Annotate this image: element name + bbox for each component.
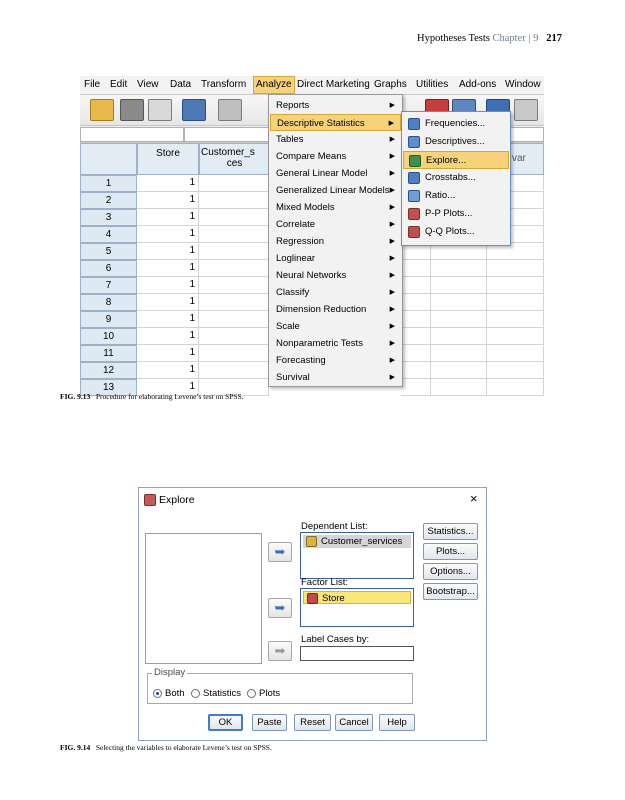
open-folder-icon[interactable] — [90, 99, 114, 121]
submenu-item-explore[interactable] — [403, 151, 509, 169]
cell-store[interactable]: 1 — [137, 243, 199, 260]
menu-item-general-linear-model-label: General Linear Model — [276, 168, 368, 179]
help-button[interactable]: Help — [379, 714, 415, 731]
submenu-arrow-icon: ▶ — [389, 238, 395, 245]
figure-label-9-14: FIG. 9.14 — [60, 743, 91, 752]
table-cell[interactable] — [431, 379, 487, 396]
table-cell[interactable] — [199, 345, 269, 362]
menu-data[interactable]: Data — [170, 79, 192, 90]
move-to-label-cases-button[interactable] — [268, 641, 292, 661]
column-header-customer-line2: ces — [226, 158, 243, 169]
menu-item-generalized-linear-models-label: Generalized Linear Models — [276, 185, 390, 196]
grid-corner — [80, 143, 137, 175]
submenu-arrow-icon: ▶ — [389, 323, 395, 330]
radio-statistics-label: Statistics — [203, 688, 242, 699]
row-header[interactable]: 8 — [80, 294, 137, 311]
dependent-list-item-label: Customer_services — [321, 536, 403, 547]
submenu-item-crosstabs[interactable] — [403, 169, 509, 187]
ratio-icon — [408, 190, 420, 202]
radio-plots-label: Plots — [259, 688, 281, 699]
table-cell[interactable] — [487, 362, 544, 379]
menu-item-nonparametric-tests[interactable] — [270, 335, 401, 352]
menu-item-compare-means-label: Compare Means — [276, 151, 347, 162]
cell-reference-field[interactable] — [80, 127, 184, 142]
row-header[interactable]: 11 — [80, 345, 137, 362]
menu-item-classify-label: Classify — [276, 287, 310, 298]
figure-caption-9-14 — [60, 743, 272, 752]
cell-store[interactable]: 1 — [137, 226, 199, 243]
row-header[interactable]: 1 — [80, 175, 137, 192]
submenu-arrow-icon: ▶ — [389, 102, 395, 109]
menu-item-neural-networks-label: Neural Networks — [276, 270, 347, 281]
spss-dialog-icon — [144, 494, 156, 506]
submenu-arrow-icon: ▶ — [389, 340, 395, 347]
table-cell[interactable] — [199, 277, 269, 294]
table-cell[interactable] — [487, 328, 544, 345]
submenu-arrow-icon: ▶ — [389, 306, 395, 313]
move-to-factor-button[interactable] — [268, 598, 292, 618]
menu-item-dimension-reduction-label: Dimension Reduction — [276, 304, 367, 315]
menu-item-regression[interactable] — [270, 233, 401, 250]
submenu-arrow-icon: ▶ — [389, 289, 395, 296]
radio-statistics[interactable] — [191, 689, 200, 698]
factor-list-label: Factor List: — [301, 577, 348, 588]
submenu-item-crosstabs-label: Crosstabs... — [425, 172, 476, 183]
menu-item-compare-means[interactable] — [270, 148, 401, 165]
table-cell[interactable] — [431, 362, 487, 379]
nominal-variable-icon — [307, 593, 318, 604]
cell-store[interactable]: 1 — [137, 311, 199, 328]
table-cell[interactable] — [199, 243, 269, 260]
dependent-list-label: Dependent List: — [301, 521, 368, 532]
submenu-arrow-icon: ▶ — [389, 153, 395, 160]
menu-direct-marketing[interactable]: Direct Marketing — [297, 79, 370, 90]
submenu-arrow-icon: ▶ — [389, 374, 395, 381]
table-cell[interactable] — [487, 277, 544, 294]
table-cell[interactable] — [431, 328, 487, 345]
radio-both-label: Both — [165, 688, 185, 699]
descriptive-statistics-submenu — [401, 111, 511, 246]
table-cell[interactable] — [431, 311, 487, 328]
row-header[interactable]: 5 — [80, 243, 137, 260]
table-cell[interactable] — [431, 294, 487, 311]
submenu-item-qq-plots-label: Q-Q Plots... — [425, 226, 475, 237]
cell-store[interactable]: 1 — [137, 192, 199, 209]
menu-item-regression-label: Regression — [276, 236, 325, 247]
ok-button[interactable]: OK — [208, 714, 243, 731]
menu-item-correlate[interactable] — [270, 216, 401, 233]
menu-item-mixed-models[interactable] — [270, 199, 401, 216]
column-header-store[interactable]: Store — [137, 143, 199, 175]
row-header[interactable]: 6 — [80, 260, 137, 277]
column-header-customer[interactable] — [199, 143, 269, 175]
menu-item-scale-label: Scale — [276, 321, 300, 332]
save-icon[interactable] — [120, 99, 144, 121]
menu-addons[interactable]: Add-ons — [459, 79, 497, 90]
menu-item-forecasting-label: Forecasting — [276, 355, 326, 366]
menu-item-loglinear-label: Loglinear — [276, 253, 316, 264]
menu-item-neural-networks[interactable] — [270, 267, 401, 284]
submenu-arrow-icon: ▶ — [389, 187, 395, 194]
scale-icon[interactable] — [514, 99, 538, 121]
running-head-title: Hypotheses Tests — [417, 33, 490, 44]
row-header[interactable]: 2 — [80, 192, 137, 209]
table-cell[interactable] — [199, 226, 269, 243]
table-cell[interactable] — [199, 192, 269, 209]
submenu-item-descriptives-label: Descriptives... — [425, 136, 485, 147]
menu-item-reports[interactable] — [270, 97, 401, 114]
factor-list-item-label: Store — [322, 593, 345, 604]
radio-both[interactable] — [153, 689, 162, 698]
figure-text-9-13: Procedure for elaborating Levene’s test on SPSS. — [95, 392, 244, 401]
row-header[interactable]: 3 — [80, 209, 137, 226]
display-legend: Display — [154, 667, 186, 678]
table-cell[interactable] — [487, 294, 544, 311]
paste-button[interactable]: Paste — [252, 714, 287, 731]
analyze-menu — [268, 94, 403, 387]
menu-item-general-linear-model[interactable] — [270, 165, 401, 182]
submenu-item-ratio-label: Ratio... — [425, 190, 456, 201]
running-head — [0, 33, 562, 44]
menu-item-generalized-linear-models[interactable] — [270, 182, 401, 199]
table-cell[interactable] — [431, 260, 487, 277]
close-icon[interactable]: × — [470, 491, 478, 506]
running-head-separator: | — [528, 33, 531, 44]
cell-store[interactable]: 1 — [137, 175, 199, 192]
menu-analyze[interactable]: Analyze — [253, 76, 295, 94]
submenu-item-frequencies-label: Frequencies... — [425, 118, 486, 129]
spss-data-editor-screenshot — [80, 76, 544, 393]
table-cell[interactable] — [401, 277, 431, 294]
cell-store[interactable]: 1 — [137, 260, 199, 277]
cell-store[interactable]: 1 — [137, 277, 199, 294]
bootstrap-button[interactable]: Bootstrap... — [423, 583, 478, 600]
table-cell[interactable] — [401, 294, 431, 311]
menu-graphs[interactable]: Graphs — [374, 79, 407, 90]
table-cell[interactable] — [487, 379, 544, 396]
plots-button[interactable]: Plots... — [423, 543, 478, 560]
table-cell[interactable] — [199, 362, 269, 379]
submenu-arrow-icon: ▶ — [389, 255, 395, 262]
table-cell[interactable] — [199, 311, 269, 328]
cell-store[interactable]: 1 — [137, 328, 199, 345]
options-button[interactable]: Options... — [423, 563, 478, 580]
table-cell[interactable] — [199, 294, 269, 311]
menu-file[interactable]: File — [84, 79, 101, 90]
dialog-recall-icon[interactable] — [182, 99, 206, 121]
undo-icon[interactable] — [218, 99, 242, 121]
submenu-item-frequencies[interactable] — [403, 115, 509, 133]
submenu-arrow-icon: ▶ — [389, 357, 395, 364]
row-header[interactable]: 9 — [80, 311, 137, 328]
table-cell[interactable] — [199, 175, 269, 192]
table-cell[interactable] — [199, 260, 269, 277]
table-cell[interactable] — [431, 345, 487, 362]
submenu-arrow-icon: ▶ — [389, 204, 395, 211]
table-cell[interactable] — [199, 328, 269, 345]
submenu-arrow-icon: ▶ — [389, 221, 395, 228]
cancel-button[interactable]: Cancel — [335, 714, 373, 731]
table-cell[interactable] — [401, 328, 431, 345]
menu-utilities[interactable]: Utilities — [416, 79, 449, 90]
crosstabs-icon — [408, 172, 420, 184]
pp-plots-icon — [408, 208, 420, 220]
submenu-item-pp-plots[interactable] — [403, 205, 509, 223]
arrow-left-icon: ➥ — [274, 600, 286, 615]
figure-caption-9-13 — [60, 392, 244, 401]
row-header[interactable]: 7 — [80, 277, 137, 294]
scale-variable-icon — [306, 536, 317, 547]
submenu-arrow-icon: ▶ — [389, 170, 395, 177]
menu-item-reports-label: Reports — [276, 100, 310, 111]
menu-item-dimension-reduction[interactable] — [270, 301, 401, 318]
submenu-item-descriptives[interactable] — [403, 133, 509, 151]
submenu-arrow-icon: ▶ — [389, 136, 395, 143]
cell-store[interactable]: 1 — [137, 362, 199, 379]
menu-item-nonparametric-tests-label: Nonparametric Tests — [276, 338, 363, 349]
menu-edit[interactable]: Edit — [110, 79, 128, 90]
menu-item-survival-label: Survival — [276, 372, 310, 383]
submenu-item-pp-plots-label: P-P Plots... — [425, 208, 473, 219]
dependent-list-box[interactable] — [300, 532, 414, 579]
move-to-dependent-button[interactable] — [268, 542, 292, 562]
menu-window[interactable]: Window — [505, 79, 541, 90]
arrow-left-icon: ➥ — [274, 544, 286, 559]
dependent-list-item[interactable] — [303, 535, 411, 548]
figure-label-9-13: FIG. 9.13 — [60, 392, 91, 401]
column-header-var[interactable]: var — [487, 143, 544, 175]
radio-plots[interactable] — [247, 689, 256, 698]
page-number: 217 — [546, 33, 562, 44]
factor-list-box[interactable] — [300, 588, 414, 627]
row-header[interactable]: 10 — [80, 328, 137, 345]
arrow-right-icon: ➡ — [274, 643, 286, 658]
cell-store[interactable]: 1 — [137, 345, 199, 362]
submenu-item-explore-label: Explore... — [426, 155, 467, 166]
label-cases-label: Label Cases by: — [301, 634, 370, 645]
menu-item-tables-label: Tables — [276, 134, 304, 145]
table-cell[interactable] — [401, 379, 431, 396]
table-cell[interactable] — [487, 345, 544, 362]
table-cell[interactable] — [431, 277, 487, 294]
menu-item-classify[interactable] — [270, 284, 401, 301]
menu-transform[interactable]: Transform — [201, 79, 247, 90]
explore-icon — [409, 155, 421, 167]
table-cell[interactable] — [401, 260, 431, 277]
menu-item-scale[interactable] — [270, 318, 401, 335]
table-cell[interactable] — [401, 345, 431, 362]
cell-store[interactable]: 1 — [137, 209, 199, 226]
table-cell[interactable] — [401, 311, 431, 328]
print-icon[interactable] — [148, 99, 172, 121]
menu-item-survival[interactable] — [270, 369, 401, 386]
cell-store[interactable]: 1 — [137, 379, 199, 396]
menu-item-mixed-models-label: Mixed Models — [276, 202, 335, 213]
table-cell[interactable] — [487, 311, 544, 328]
source-variable-list[interactable] — [145, 533, 262, 664]
cell-store[interactable]: 1 — [137, 294, 199, 311]
figure-text-9-14: Selecting the variables to elaborate Levene’s test on SPSS. — [95, 743, 272, 752]
submenu-arrow-icon: ▶ — [388, 120, 394, 127]
frequencies-icon — [408, 118, 420, 130]
row-header[interactable]: 4 — [80, 226, 137, 243]
menu-item-loglinear[interactable] — [270, 250, 401, 267]
dialog-title: Explore — [159, 494, 195, 506]
column-header-customer-line1: Customer_s — [201, 147, 255, 158]
menubar — [80, 76, 544, 95]
statistics-button[interactable]: Statistics... — [423, 523, 478, 540]
submenu-item-ratio[interactable] — [403, 187, 509, 205]
menu-item-tables[interactable] — [270, 131, 401, 148]
row-header[interactable]: 13 — [80, 379, 137, 396]
descriptives-icon — [408, 136, 420, 148]
qq-plots-icon — [408, 226, 420, 238]
menu-item-forecasting[interactable] — [270, 352, 401, 369]
submenu-arrow-icon: ▶ — [389, 272, 395, 279]
explore-dialog — [138, 487, 487, 741]
menu-item-descriptive-statistics-label: Descriptive Statistics — [277, 118, 365, 129]
table-cell[interactable] — [401, 362, 431, 379]
label-cases-field[interactable] — [300, 646, 414, 661]
reset-button[interactable]: Reset — [294, 714, 331, 731]
menu-item-correlate-label: Correlate — [276, 219, 316, 230]
running-head-chapter-num: 9 — [533, 33, 539, 44]
submenu-item-qq-plots[interactable] — [403, 223, 509, 241]
table-cell[interactable] — [199, 209, 269, 226]
factor-list-item[interactable] — [303, 591, 411, 604]
running-head-chapter: Chapter — [492, 33, 526, 44]
menu-view[interactable]: View — [137, 79, 159, 90]
row-header[interactable]: 12 — [80, 362, 137, 379]
menu-item-descriptive-statistics[interactable] — [270, 114, 401, 131]
table-cell[interactable] — [487, 260, 544, 277]
